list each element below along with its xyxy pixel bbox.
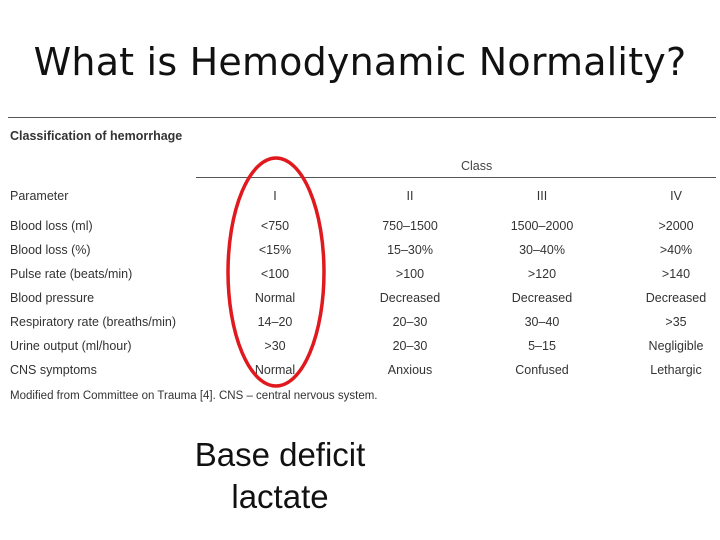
row-value-class-2: Anxious — [387, 363, 433, 377]
row-value-class-1: >30 — [264, 339, 286, 353]
row-value-class-3: Decreased — [511, 291, 573, 305]
row-value-class-2: Decreased — [379, 291, 441, 305]
row-value-class-2: 20–30 — [392, 339, 428, 353]
column-header-class-4: IV — [670, 189, 682, 203]
row-value-class-4: >35 — [665, 315, 687, 329]
table-footnote: Modified from Committee on Trauma [4]. CNS – central nervous system. — [10, 390, 378, 402]
row-value-class-4: >2000 — [658, 219, 694, 233]
row-value-class-1: Normal — [254, 363, 296, 377]
row-value-class-2: 15–30% — [387, 243, 433, 257]
row-value-class-1: Normal — [254, 291, 296, 305]
slide-title: What is Hemodynamic Normality? — [33, 40, 687, 84]
column-header-class-3: III — [536, 189, 548, 203]
row-value-class-2: >100 — [395, 267, 425, 281]
row-parameter: Blood loss (ml) — [10, 219, 93, 233]
row-value-class-3: >120 — [527, 267, 557, 281]
row-parameter: Pulse rate (beats/min) — [10, 267, 133, 281]
row-value-class-4: Decreased — [645, 291, 707, 305]
row-value-class-3: 30–40% — [519, 243, 565, 257]
top-rule — [8, 117, 716, 118]
row-value-class-1: <100 — [260, 267, 290, 281]
row-parameter: Blood pressure — [10, 291, 95, 305]
row-value-class-4: >140 — [661, 267, 691, 281]
row-parameter: Respiratory rate (breaths/min) — [10, 315, 177, 329]
column-header-class-2: II — [406, 189, 414, 203]
class-header: Class — [461, 159, 493, 173]
column-header-parameter: Parameter — [10, 189, 69, 203]
row-value-class-3: 5–15 — [528, 339, 556, 353]
row-value-class-3: 30–40 — [524, 315, 560, 329]
row-parameter: Urine output (ml/hour) — [10, 339, 132, 353]
row-value-class-2: 20–30 — [392, 315, 428, 329]
row-value-class-3: 1500–2000 — [510, 219, 574, 233]
table-title: Classification of hemorrhage — [10, 129, 183, 143]
annotation-lactate: lactate — [231, 478, 329, 515]
row-parameter: CNS symptoms — [10, 363, 97, 377]
row-value-class-4: >40% — [659, 243, 693, 257]
annotation-base-deficit: Base deficit — [194, 436, 366, 473]
row-value-class-4: Negligible — [648, 339, 704, 353]
row-value-class-1: <750 — [260, 219, 290, 233]
row-value-class-1: 14–20 — [257, 315, 293, 329]
row-value-class-4: Lethargic — [650, 363, 702, 377]
row-value-class-3: Confused — [515, 363, 569, 377]
row-value-class-2: 750–1500 — [382, 219, 438, 233]
class-rule — [196, 177, 716, 178]
column-header-class-1: I — [273, 189, 277, 203]
row-value-class-1: <15% — [258, 243, 292, 257]
row-parameter: Blood loss (%) — [10, 243, 91, 257]
